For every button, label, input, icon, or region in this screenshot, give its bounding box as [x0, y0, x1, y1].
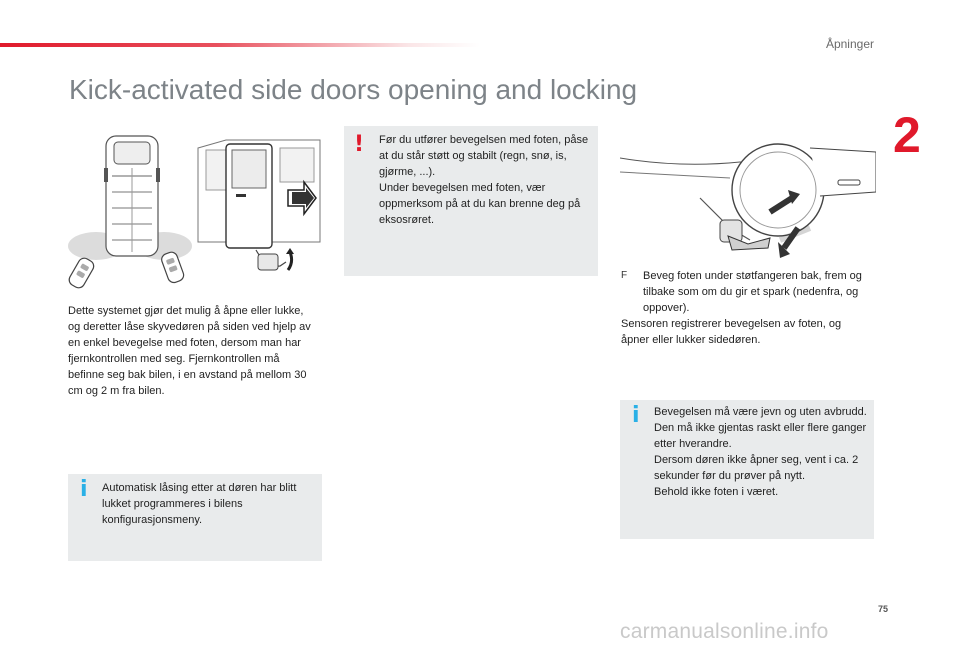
warning-icon: ! [354, 132, 365, 157]
info-note-auto-lock [68, 474, 322, 561]
description-text: Dette systemet gjør det mulig å åpne eller lukke, og deretter låse skyvedøren på siden ved hjelp av en enkel bevegelse med foten, dersom man har fjernkontrollen med seg. Fjernkontrollen må befinne seg bak bilen, i en avstand på mellom 30 cm og 2 m fra bilen. [68, 305, 311, 397]
info-note-text: Bevegelsen må være jevn og uten avbrudd. Den må ikke gjentas raskt eller flere ganger etter hverandre. Dersom døren ikke åpner seg, vent i ca. 2 sekunder før du prøver på nytt. Behold ikke foten i været. [654, 406, 867, 498]
chapter-number: 2 [893, 107, 921, 163]
watermark: carmanualsonline.info [620, 620, 829, 643]
info-note-text: Automatisk låsing etter at døren har blitt lukket programmeres i bilens konfigurasjonsmeny. [102, 482, 297, 526]
warning-note [344, 126, 598, 276]
kick-under-bumper-illustration [620, 128, 876, 262]
instruction-item [621, 268, 867, 316]
bullet-glyph: F [621, 270, 628, 281]
instruction-text: Beveg foten under støtfangeren bak, frem og tilbake som om du gir et spark (nedenfra, og oppover). [643, 270, 862, 314]
header-accent-bar [0, 43, 480, 47]
info-note-movement [620, 400, 874, 539]
info-icon: i [632, 403, 640, 428]
warning-note-text: Før du utfører bevegelsen med foten, påse at du står støtt og stabilt (regn, snø, is, gjørme, ...). Under bevegelsen med foten, vær oppmerksom på at du kan brenne deg på eksosrøret. [379, 134, 589, 226]
sliding-door-illustration [196, 130, 322, 290]
van-top-view-illustration [68, 128, 193, 296]
sensor-text: Sensoren registrerer bevegelsen av foten, og åpner eller lukker sidedøren. [621, 318, 842, 346]
page-title: Kick-activated side doors opening and locking [69, 74, 638, 105]
section-label: Åpninger [825, 37, 874, 51]
page-number: 75 [877, 604, 888, 614]
info-icon: i [80, 477, 88, 502]
